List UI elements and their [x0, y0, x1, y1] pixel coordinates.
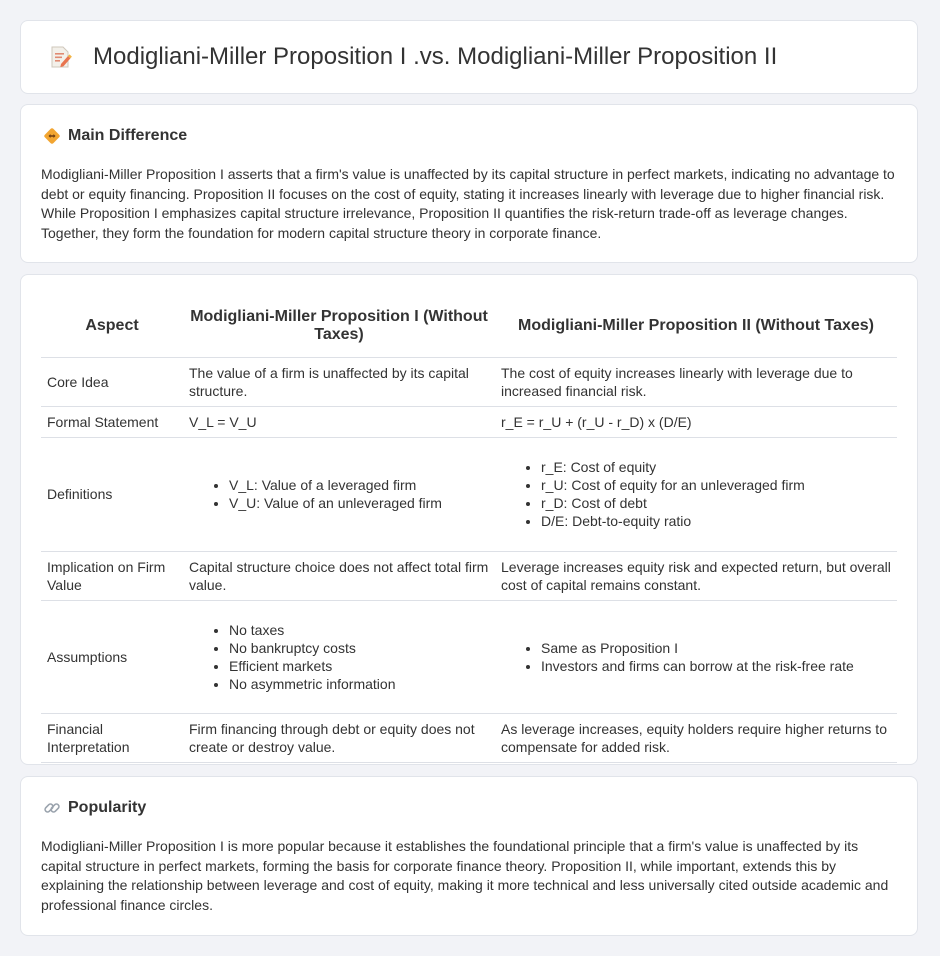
- definitions-list-1: [189, 476, 489, 512]
- comparison-table-section: [20, 274, 918, 765]
- list-item: • Same as Proposition I: [541, 639, 891, 657]
- header-aspect: Aspect: [41, 295, 183, 357]
- popularity-title: Popularity: [68, 799, 147, 816]
- list-item: • No taxes: [229, 621, 489, 639]
- proposition-2-cell: The cost of equity increases linearly with leverage due to increased financial risk.: [495, 357, 897, 406]
- table-row: [41, 406, 897, 437]
- list-item: • Efficient markets: [229, 657, 489, 675]
- link-icon: [43, 799, 61, 817]
- main-difference-text: Modigliani-Miller Proposition I asserts that a firm's value is unaffected by its capital structure in perfect markets, indicating no advantage to debt or equity financing. Proposition II focuses on the cost of equity, stating it increases linearly with leverage due to higher financial risk. While Proposition I emphasizes capital structure irrelevance, Proposition II quantifies the risk-return trade-off as leverage changes. Together, they form the foundation for modern capital structure theory in corporate finance.: [41, 166, 895, 241]
- table-row: [41, 551, 897, 600]
- header-proposition-2: Modigliani-Miller Proposition II (Without Taxes): [495, 295, 897, 357]
- table-row: [41, 437, 897, 551]
- list-item: • No asymmetric information: [229, 675, 489, 693]
- aspect-cell: Assumptions: [41, 600, 183, 713]
- aspect-cell: Financial Interpretation: [41, 713, 183, 762]
- page-title: Modigliani-Miller Proposition I .vs. Modigliani-Miller Proposition II: [93, 43, 778, 70]
- table-row: [41, 600, 897, 713]
- list-item: • Investors and firms can borrow at the risk-free rate: [541, 657, 891, 675]
- aspect-cell: Implication on Firm Value: [41, 551, 183, 600]
- assumptions-list-2: [501, 639, 891, 675]
- assumptions-list-1: [189, 621, 489, 693]
- header-card: [20, 20, 918, 94]
- popularity-section: [20, 776, 918, 936]
- list-item: • r_E: Cost of equity: [541, 458, 891, 476]
- proposition-1-cell: The value of a firm is unaffected by its capital structure.: [183, 357, 495, 406]
- popularity-heading: [43, 799, 146, 817]
- main-difference-title: Main Difference: [68, 127, 188, 144]
- main-difference-heading: [43, 127, 187, 145]
- table-row: [41, 357, 897, 406]
- diamond-arrows-icon: [43, 127, 61, 145]
- list-item: • D/E: Debt-to-equity ratio: [541, 512, 891, 530]
- document-edit-icon: [48, 45, 72, 69]
- aspect-cell: Formal Statement: [41, 406, 183, 437]
- aspect-cell: Core Idea: [41, 357, 183, 406]
- list-item: • No bankruptcy costs: [229, 639, 489, 657]
- proposition-1-cell: Firm financing through debt or equity does not create or destroy value.: [183, 713, 495, 762]
- proposition-2-cell: [495, 600, 897, 713]
- list-item: • V_U: Value of an unleveraged firm: [229, 494, 489, 512]
- proposition-2-cell: [495, 437, 897, 551]
- header-proposition-1: Modigliani-Miller Proposition I (Without Taxes): [183, 295, 495, 357]
- list-item: • V_L: Value of a leveraged firm: [229, 476, 489, 494]
- popularity-text: Modigliani-Miller Proposition I is more popular because it establishes the foundational principle that a firm's value is unaffected by its capital structure in perfect markets, forming the basis for corporate finance theory. Proposition II, while important, extends this by explaining the relationship between leverage and cost of equity, making it more technical and less universally cited outside academic and professional finance circles.: [41, 838, 889, 913]
- aspect-cell: Definitions: [41, 437, 183, 551]
- table-row: [41, 713, 897, 762]
- table-header-row: [41, 295, 897, 357]
- proposition-1-cell: [183, 600, 495, 713]
- proposition-1-cell: V_L = V_U: [183, 406, 495, 437]
- proposition-2-cell: r_E = r_U + (r_U - r_D) x (D/E): [495, 406, 897, 437]
- proposition-2-cell: Leverage increases equity risk and expected return, but overall cost of capital remains constant.: [495, 551, 897, 600]
- proposition-1-cell: Capital structure choice does not affect total firm value.: [183, 551, 495, 600]
- proposition-1-cell: [183, 437, 495, 551]
- proposition-2-cell: As leverage increases, equity holders require higher returns to compensate for added risk.: [495, 713, 897, 762]
- definitions-list-2: [501, 458, 891, 530]
- list-item: • r_U: Cost of equity for an unleveraged firm: [541, 476, 891, 494]
- main-difference-section: [20, 104, 918, 263]
- list-item: • r_D: Cost of debt: [541, 494, 891, 512]
- comparison-table: [41, 295, 897, 763]
